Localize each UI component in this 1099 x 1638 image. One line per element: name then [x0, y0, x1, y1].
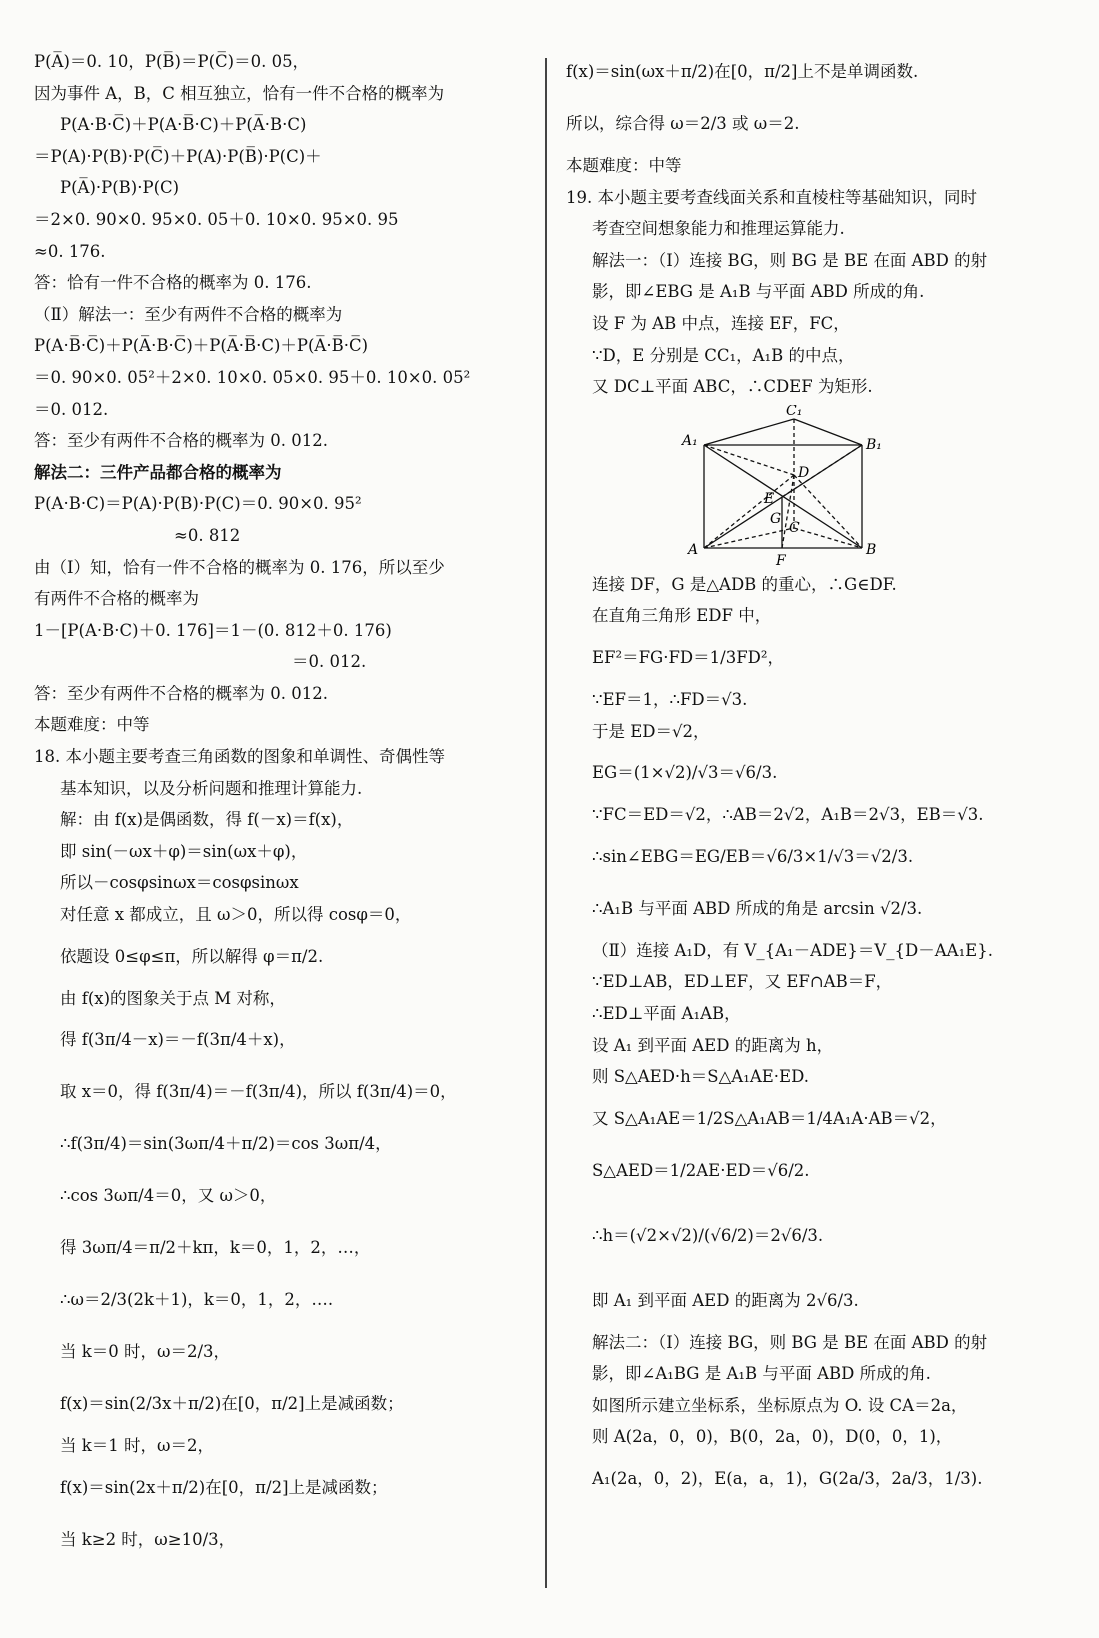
text-line: 取 x＝0，得 f(3π/4)＝－f(3π/4)，所以 f(3π/4)＝0，	[60, 1082, 457, 1102]
text-line: 所以，综合得 ω＝2/3 或 ω＝2.	[566, 114, 800, 133]
text-line: 则 S△AED·h＝S△A₁AE·ED.	[592, 1067, 809, 1087]
text-line: P(A·B·C̅)＋P(A·B̅·C)＋P(A̅·B·C)	[60, 115, 307, 135]
text-line: ＝0. 90×0. 05²＋2×0. 10×0. 05×0. 95＋0. 10×0. 05²	[34, 367, 471, 387]
text-line: 依题设 0≤φ≤π，所以解得 φ＝π/2.	[60, 946, 324, 966]
text-line: f(x)＝sin(2x＋π/2)在[0，π/2]上是减函数；	[60, 1477, 388, 1497]
text-line: 在直角三角形 EDF 中，	[592, 606, 772, 626]
left-column	[34, 46, 532, 1566]
text-line: 设 A₁ 到平面 AED 的距离为 h，	[592, 1035, 834, 1055]
text-line: （Ⅱ）解法一：至少有两件不合格的概率为	[34, 304, 343, 324]
text-line: ∵FC＝ED＝√2，∴AB＝2√2，A₁B＝2√3，EB＝√3.	[592, 805, 984, 825]
text-line: 又 S△A₁AE＝1/2S△A₁AB＝1/4A₁A·AB＝√2，	[592, 1108, 947, 1128]
text-line: 由（Ⅰ）知，恰有一件不合格的概率为 0. 176，所以至少	[34, 557, 445, 577]
text-line: 当 k＝1 时，ω＝2，	[60, 1436, 214, 1456]
edge-a1-c1	[704, 419, 794, 445]
text-line: EF²＝FG·FD＝1/3FD²，	[592, 647, 785, 667]
label-c1: C₁	[786, 404, 803, 419]
text-line: （Ⅱ）连接 A₁D，有 V_{A₁－ADE}＝V_{D－AA₁E}.	[592, 940, 993, 960]
prism-figure	[566, 405, 1066, 569]
text-line: 解法一：（Ⅰ）连接 BG，则 BG 是 BE 在面 ABD 的射	[592, 250, 988, 270]
text-line: 1－[P(A·B·C)＋0. 176]＝1－(0. 812＋0. 176)	[34, 620, 392, 640]
label-e: E	[764, 490, 775, 507]
right-column-top	[566, 46, 1066, 403]
text-line: 又 DC⊥平面 ABC，∴CDEF 为矩形.	[592, 377, 873, 397]
text-line: ∴A₁B 与平面 ABD 所成的角是 arcsin √2/3.	[592, 898, 923, 918]
label-c: C	[789, 519, 800, 536]
text-line: 则 A(2a，0，0)，B(0，2a，0)，D(0，0，1)，	[592, 1427, 953, 1447]
seg-f-d	[782, 475, 794, 548]
text-line: 得 3ωπ/4＝π/2＋kπ，k＝0，1，2，…，	[60, 1238, 371, 1258]
text-line: P(A·B̅·C̅)＋P(A̅·B·C̅)＋P(A̅·B̅·C)＋P(A̅·B̅·C̅)	[34, 336, 369, 356]
text-line: 基本知识，以及分析问题和推理计算能力.	[60, 778, 363, 798]
text-line: 本题难度：中等	[566, 156, 682, 175]
label-b: B	[866, 541, 877, 558]
edge-a-c	[704, 528, 794, 548]
text-line: 得 f(3π/4－x)＝－f(3π/4＋x)，	[60, 1030, 296, 1050]
text-line: 有两件不合格的概率为	[34, 589, 199, 609]
seg-d-b	[794, 475, 862, 548]
text-line: ∴ω＝2/3(2k＋1)，k＝0，1，2，….	[60, 1290, 334, 1310]
text-line: 解法二：（Ⅰ）连接 BG，则 BG 是 BE 在面 ABD 的射	[592, 1332, 988, 1352]
text-line: 答：恰有一件不合格的概率为 0. 176.	[34, 273, 312, 293]
label-a1: A₁	[682, 432, 698, 449]
text-line: 影，即∠A₁BG 是 A₁B 与平面 ABD 所成的角.	[592, 1364, 931, 1384]
label-b1: B₁	[866, 436, 882, 453]
text-line: f(x)＝sin(2/3x＋π/2)在[0，π/2]上是减函数；	[60, 1394, 404, 1414]
text-line: ∴h＝(√2×√2)/(√6/2)＝2√6/3.	[592, 1225, 824, 1245]
text-line: 19. 本小题主要考查线面关系和直棱柱等基础知识，同时	[566, 187, 977, 207]
text-line: ≈0. 176.	[34, 241, 106, 261]
text-line: 答：至少有两件不合格的概率为 0. 012.	[34, 683, 328, 703]
text-line: 连接 DF，G 是△ADB 的重心，∴G∈DF.	[592, 574, 897, 594]
text-line: ≈0. 812	[174, 525, 241, 545]
text-line: 当 k≥2 时，ω≥10/3，	[60, 1529, 236, 1549]
text-line: A₁(2a，0，2)，E(a，a，1)，G(2a/3，2a/3，1/3).	[592, 1469, 983, 1489]
text-line: ∴sin∠EBG＝EG/EB＝√6/3×1/√3＝√2/3.	[592, 846, 914, 866]
column-divider	[545, 58, 547, 1588]
label-g: G	[770, 510, 782, 527]
text-line: f(x)＝sin(ωx＋π/2)在[0，π/2]上不是单调函数.	[566, 62, 919, 81]
text-line: 对任意 x 都成立，且 ω＞0，所以得 cosφ＝0，	[60, 905, 412, 925]
text-line: 即 sin(－ωx＋φ)＝sin(ωx＋φ)，	[60, 841, 308, 861]
seg-a1-d	[704, 445, 794, 475]
text-line: ＝2×0. 90×0. 95×0. 05＋0. 10×0. 95×0. 95	[34, 209, 399, 229]
text-line: 当 k＝0 时，ω＝2/3，	[60, 1342, 230, 1362]
text-line: 影，即∠EBG 是 A₁B 与平面 ABD 所成的角.	[592, 282, 925, 302]
text-line: 所以－cosφsinωx＝cosφsinωx	[60, 873, 299, 893]
text-line: 解：由 f(x)是偶函数，得 f(－x)＝f(x)，	[60, 810, 354, 830]
text-line: 于是 ED＝√2，	[592, 721, 710, 741]
text-line: ＝P(A)·P(B)·P(C̅)＋P(A)·P(B̅)·P(C)＋	[34, 146, 322, 166]
text-line: P(A̅)＝0. 10，P(B̅)＝P(C̅)＝0. 05，	[34, 52, 310, 71]
text-line: 设 F 为 AB 中点，连接 EF，FC，	[592, 313, 850, 333]
text-line: ∴cos 3ωπ/4＝0，又 ω＞0，	[60, 1186, 277, 1206]
right-column	[566, 46, 1066, 1505]
text-line: 如图所示建立坐标系，坐标原点为 O. 设 CA＝2a，	[592, 1395, 968, 1415]
text-line: 考查空间想象能力和推理运算能力.	[592, 219, 845, 239]
text-line: ＝0. 012.	[34, 399, 109, 419]
text-line: ＝0. 012.	[292, 652, 367, 672]
text-line: 因为事件 A，B，C 相互独立，恰有一件不合格的概率为	[34, 83, 445, 103]
text-line: P(A·B·C)＝P(A)·P(B)·P(C)＝0. 90×0. 95²	[34, 494, 362, 514]
label-a: A	[688, 541, 699, 558]
text-line: EG＝(1×√2)/√3＝√6/3.	[592, 763, 778, 783]
edge-c1-b1	[794, 419, 862, 445]
text-line: S△AED＝1/2AE·ED＝√6/2.	[592, 1160, 810, 1180]
label-d: D	[798, 464, 810, 481]
text-line: 即 A₁ 到平面 AED 的距离为 2√6/3.	[592, 1290, 859, 1310]
text-line: 18. 本小题主要考查三角函数的图象和单调性、奇偶性等	[34, 747, 445, 767]
right-column-bottom	[566, 569, 1066, 1505]
text-line: ∵EF＝1，∴FD＝√3.	[592, 689, 748, 709]
text-line: 解法二：三件产品都合格的概率为	[34, 462, 282, 482]
prism-diagram	[674, 405, 894, 569]
label-f: F	[776, 552, 786, 569]
text-line: ∴f(3π/4)＝sin(3ωπ/4＋π/2)＝cos 3ωπ/4，	[60, 1134, 392, 1154]
text-line: ∵D，E 分别是 CC₁，A₁B 的中点，	[592, 345, 855, 365]
text-line: ∴ED⊥平面 A₁AB，	[592, 1003, 741, 1023]
text-line: ∵ED⊥AB，ED⊥EF，又 EF∩AB＝F，	[592, 972, 893, 992]
text-line: P(A̅)·P(B)·P(C)	[60, 178, 180, 198]
text-line: 答：至少有两件不合格的概率为 0. 012.	[34, 431, 328, 451]
text-line: 由 f(x)的图象关于点 M 对称，	[60, 988, 286, 1008]
text-line: 本题难度：中等	[34, 715, 150, 735]
